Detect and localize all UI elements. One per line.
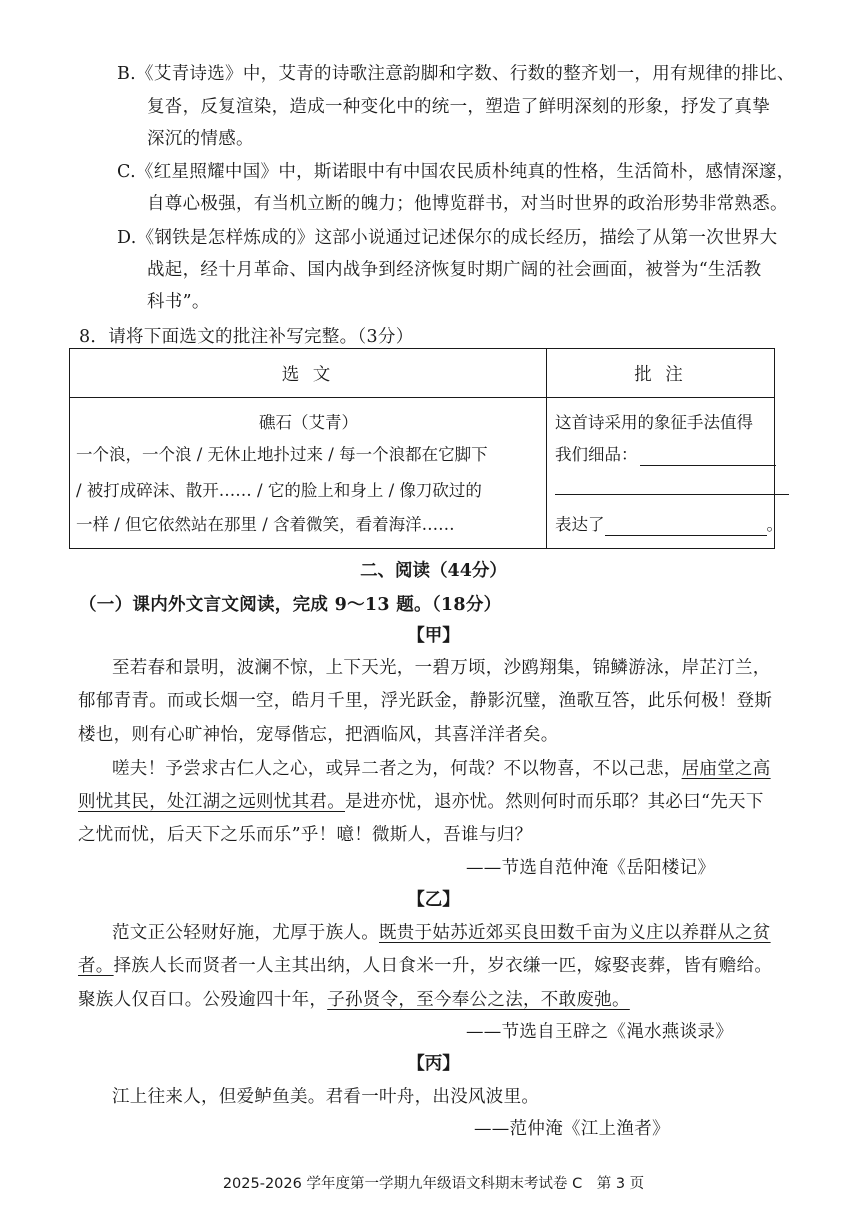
option-d-line3: 科书”。 [147,292,210,312]
option-b-line1: B.《艾青诗选》中，艾青的诗歌注意韵脚和字数、行数的整齐划一，用有规律的排比、 [117,64,795,84]
jia-p2-line2 [78,790,764,814]
jia-p2-text: 是进亦忧，退亦忧。然则何时而乐耶？其必曰“先天下 [345,792,764,812]
jia-p1-line3: 楼也，则有心旷神怡，宠辱偕忘，把酒临风，其喜洋洋者矣。 [78,725,559,745]
passage-label-yi: 【乙】 [407,890,460,910]
passage-label-bing: 【丙】 [407,1054,460,1074]
poem-line: / 被打成碎沫、散开…… / 它的脸上和身上 / 像刀砍过的 [76,481,482,500]
poem-line: 一样 / 但它依然站在那里 / 含着微笑，看着海洋…… [76,515,455,534]
bing-source: ——范仲淹《江上渔者》 [474,1119,670,1139]
jia-p2-text: 嗟夫！予尝求古仁人之心，或异二者之为，何哉？不以物喜，不以己悲， [112,759,682,779]
poem-title: 礁石（艾青） [259,413,358,432]
annotation-table [69,348,783,549]
answer-blank-2[interactable] [555,476,789,495]
note-cell [547,398,783,549]
page-footer: 2025-2026 学年度第一学期九年级语文科期末考试卷 C 第 3 页 [222,1176,645,1192]
jia-p2-line3: 之忧而忧，后天下之乐而乐”乎！噫！微斯人，吾谁与归？ [78,825,533,845]
yi-text: 范文正公轻财好施，尤厚于族人。 [112,923,379,943]
yi-line2 [78,954,772,978]
passage-label-jia: 【甲】 [407,626,460,646]
option-d-line1: D.《钢铁是怎样炼成的》这部小说通过记述保尔的成长经历，描绘了从第一次世界大 [117,228,778,248]
option-c-line1: C.《红星照耀中国》中，斯诺眼中有中国农民质朴纯真的性格，生活简朴，感情深邃， [117,162,795,182]
q8-prompt: 8．请将下面选文的批注补写完整。（3分） [79,327,414,347]
subsection-title: （一）课内外文言文阅读，完成 9～13 题。（18分） [79,595,502,615]
option-b-line3: 深沉的情感。 [147,129,254,149]
table-header-annotation: 批 注 [547,349,775,398]
poem-line: 一个浪，一个浪 / 无休止地扑过来 / 每一个浪都在它脚下 [76,445,488,464]
yi-line3 [78,988,630,1012]
yi-text: 择族人长而贤者一人主其出纳，人日食米一升，岁衣缣一匹，嫁娶丧葬，皆有赡给。 [113,956,773,976]
answer-blank-3[interactable] [605,517,767,536]
jia-p1-line1: 至若春和景明，波澜不惊，上下天光，一碧万顷，沙鸥翔集，锦鳞游泳，岸芷汀兰， [112,658,771,678]
yi-source: ——节选自王辟之《渑水燕谈录》 [466,1022,733,1042]
note-text-line2-wrap [555,444,776,466]
option-b-line2: 复沓，反复渲染，造成一种变化中的统一，塑造了鲜明深刻的形象，抒发了真挚 [147,97,770,117]
note-text-line4-wrap [555,514,783,536]
note-text-period: 。 [766,515,783,534]
yi-underlined-sentence-2: 子孙贤令，至今奉公之法，不敢废弛。 [327,990,630,1010]
yi-text: 聚族人仅百口。公殁逾四十年， [78,990,328,1010]
option-c-line2: 自尊心极强，有当机立断的魄力；他博览群书，对当时世界的政治形势非常熟悉。 [147,194,788,214]
option-d-line2: 战起，经十月革命、国内战争到经济恢复时期广阔的社会画面，被誉为“生活教 [147,260,762,280]
jia-p1-line2: 郁郁青青。而或长烟一空，皓月千里，浮光跃金，静影沉璧，渔歌互答，此乐何极！登斯 [78,691,773,711]
yi-underlined-sentence-cont: 者。 [78,956,114,976]
section-title: 二、阅读（44分） [360,561,507,581]
note-text-line2: 我们细品： [555,445,638,464]
jia-underlined-sentence: 居庙堂之高 [681,759,771,779]
jia-underlined-sentence-cont: 则忧其民，处江湖之远则忧其君。 [78,792,345,812]
yi-underlined-sentence: 既贵于姑苏近郊买良田数千亩为义庄以养群从之贫 [379,923,771,943]
yi-line1 [112,921,771,945]
bing-poem: 江上往来人，但爱鲈鱼美。君看一叶舟，出没风波里。 [112,1087,540,1107]
table-header-selection: 选 文 [70,349,547,398]
jia-p2-line1 [112,757,771,781]
answer-blank-1[interactable] [640,447,776,466]
jia-source: ——节选自范仲淹《岳阳楼记》 [466,858,716,878]
note-text-expressed: 表达了 [555,515,605,534]
note-text-line1: 这首诗采用的象征手法值得 [555,413,753,432]
poem-cell [70,398,547,549]
